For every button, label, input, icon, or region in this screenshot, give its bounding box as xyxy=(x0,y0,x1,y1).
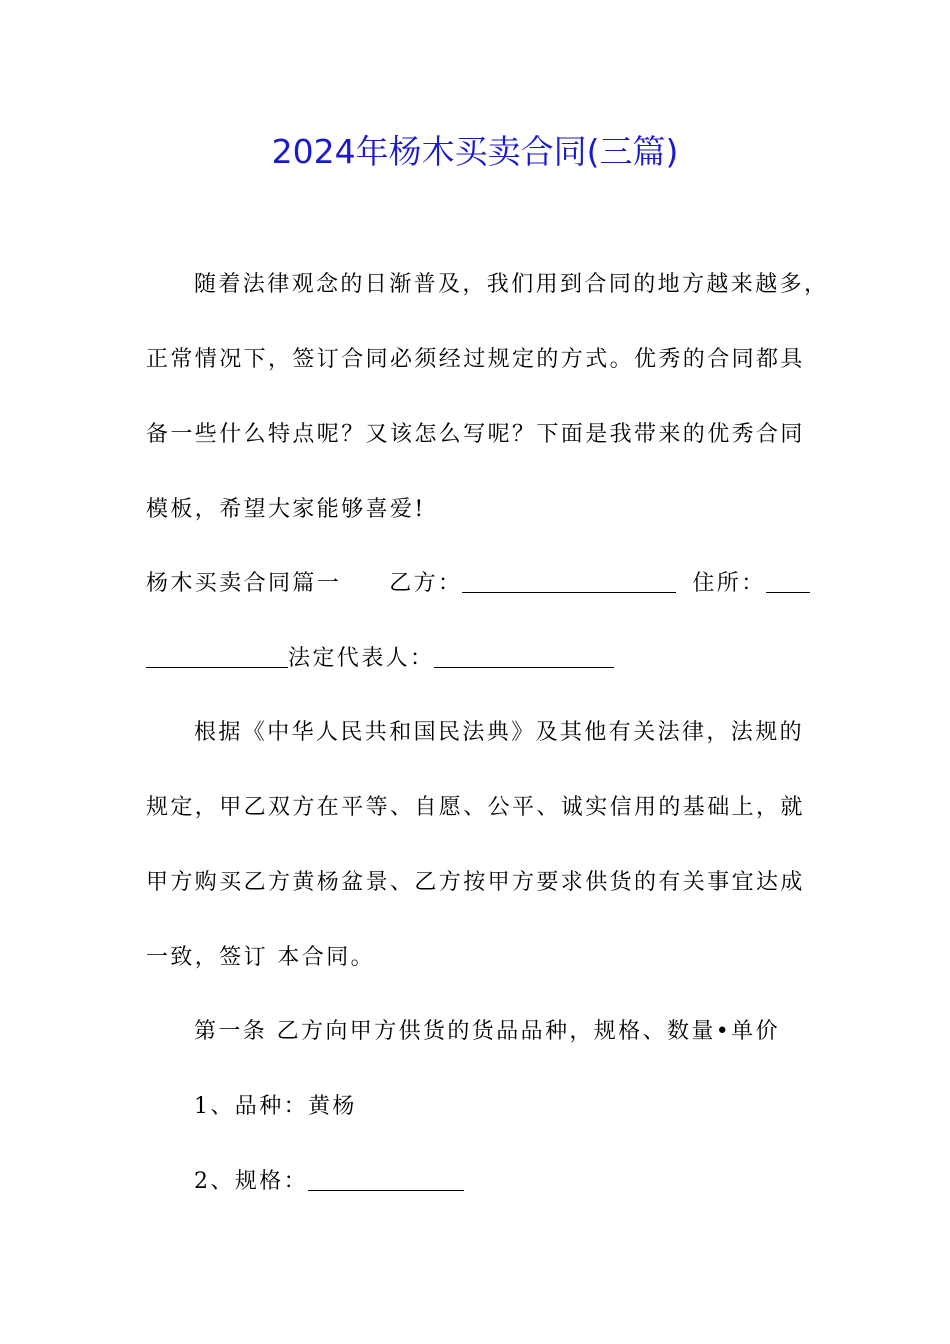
party-b-label: 乙方： xyxy=(389,571,463,596)
basis-line-2: 规定，甲乙双方在平等、自愿、公平、诚实信用的基础上，就 xyxy=(146,795,805,820)
basis-line-3: 甲方购买乙方黄杨盆景、乙方按甲方要求供货的有关事宜达成 xyxy=(146,870,805,895)
legal-rep-line xyxy=(146,644,614,674)
intro-line-4: 模板，希望大家能够喜爱! xyxy=(146,497,426,522)
basis-line-4: 一致，签订 本合同。 xyxy=(146,945,375,970)
party-b-blank xyxy=(462,572,676,593)
intro-line-3: 备一些什么特点呢？又该怎么写呢？下面是我带来的优秀合同 xyxy=(146,422,805,447)
contract-part-heading: 杨木买卖合同篇一 xyxy=(146,571,342,596)
item-spec-label: 2、规格： xyxy=(194,1169,308,1194)
basis-line-1: 根据《中华人民共和国民法典》及其他有关法律，法规的 xyxy=(194,720,805,745)
intro-line-1: 随着法律观念的日渐普及，我们用到合同的地方越来越多， xyxy=(194,272,829,297)
address-blank xyxy=(766,572,810,593)
intro-line-2: 正常情况下，签订合同必须经过规定的方式。优秀的合同都具 xyxy=(146,347,805,372)
address-blank-continued xyxy=(146,647,288,668)
address-label: 住所： xyxy=(692,571,766,596)
party-line xyxy=(146,569,810,599)
item-variety: 1、品种：黄杨 xyxy=(194,1094,357,1119)
item-spec-line xyxy=(194,1167,464,1197)
legal-rep-blank xyxy=(434,647,614,668)
legal-rep-label: 法定代表人： xyxy=(288,646,435,671)
article-1-heading: 第一条 乙方向甲方供货的货品品种，规格、数量•单价 xyxy=(194,1019,780,1044)
document-title: 2024年杨木买卖合同(三篇) xyxy=(271,132,679,171)
spec-blank xyxy=(308,1170,464,1191)
